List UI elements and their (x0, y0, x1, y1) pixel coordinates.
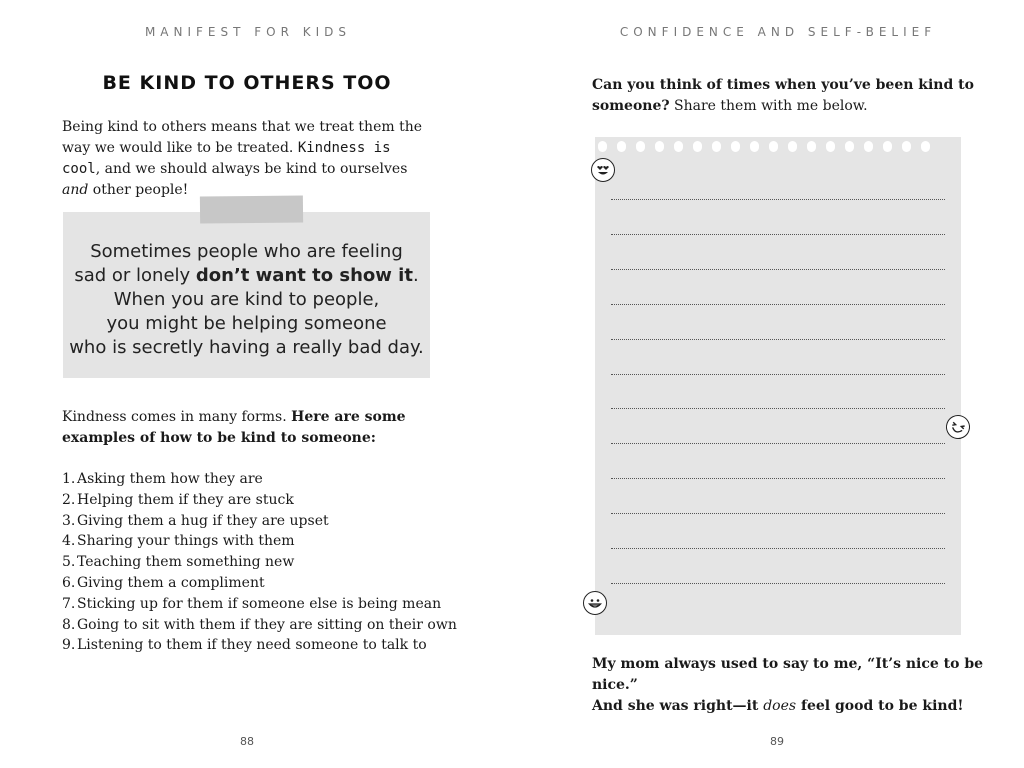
question-strong: Can you think of times when you’ve been kind to someone? (592, 77, 974, 114)
list-text: Sharing your things with them (77, 533, 295, 550)
running-head-left: MANIFEST FOR KIDS (144, 25, 352, 39)
list-text: Helping them if they are stuck (77, 491, 294, 508)
list-text: Listening to them if they need someone to talk to (77, 637, 427, 654)
list-number: 2. (62, 491, 76, 508)
intro-emphasis: Kindness is cool (62, 140, 391, 177)
intro-text-2: , and we should always be kind to ourselves (95, 161, 408, 177)
list-item (62, 615, 462, 636)
callout-line-3: When you are kind to people, (113, 289, 380, 310)
notepaper-hole (864, 141, 873, 152)
callout-emphasis: don’t want to show it (195, 265, 413, 286)
list-text: Sticking up for them if someone else is being mean (77, 595, 442, 612)
callout-line-2 (63, 264, 430, 288)
writing-line[interactable] (611, 304, 945, 305)
writing-line[interactable] (611, 443, 945, 444)
notepaper-hole (693, 141, 702, 152)
notepaper-hole (617, 141, 626, 152)
heart-eyes-emoji-icon (591, 158, 615, 182)
writing-line[interactable] (611, 234, 945, 235)
list-text: Teaching them something new (77, 554, 295, 571)
notepaper-hole (674, 141, 683, 152)
notepaper-hole (807, 141, 816, 152)
list-text: Giving them a hug if they are upset (77, 512, 329, 529)
closing-italic: does (763, 698, 797, 714)
list-item (62, 511, 462, 532)
writing-line[interactable] (611, 199, 945, 200)
list-item (62, 635, 462, 656)
page-number-left: 88 (240, 735, 254, 748)
kindness-list (62, 469, 462, 656)
list-number: 8. (62, 616, 76, 633)
callout-line-1: Sometimes people who are feeling (90, 241, 403, 262)
list-text: Giving them a compliment (77, 574, 265, 591)
notepaper-hole (712, 141, 721, 152)
callout-text (63, 240, 430, 360)
list-number: 9. (62, 637, 76, 654)
list-text: Asking them how they are (77, 471, 263, 487)
notepaper-hole (883, 141, 892, 152)
list-item (62, 594, 462, 615)
list-item (62, 531, 462, 552)
intro-paragraph (62, 117, 432, 201)
list-item (62, 573, 462, 594)
notepaper-holes (598, 141, 958, 153)
writing-line[interactable] (611, 408, 945, 409)
question-plain: Share them with me below. (674, 98, 868, 114)
list-item (62, 469, 462, 490)
question-paragraph (592, 75, 992, 117)
right-page (512, 0, 1024, 768)
intro-italic: and (62, 182, 89, 198)
writing-line[interactable] (611, 583, 945, 584)
notepaper-hole (655, 141, 664, 152)
list-number: 6. (62, 574, 76, 591)
writing-line[interactable] (611, 339, 945, 340)
closing-line-2 (592, 696, 992, 717)
writing-line[interactable] (611, 513, 945, 514)
callout-line-5: who is secretly having a really bad day. (69, 337, 424, 358)
notepaper-hole (731, 141, 740, 152)
notepaper-hole (921, 141, 930, 152)
closing-line-1: My mom always used to say to me, “It’s nice to be nice.” (592, 656, 984, 693)
writing-line[interactable] (611, 478, 945, 479)
notepaper (595, 137, 961, 635)
intro-text-3: other people! (88, 182, 189, 198)
forms-strong: Here are some examples of how to be kind to someone: (62, 409, 406, 446)
notepaper-hole (788, 141, 797, 152)
notepaper-hole (845, 141, 854, 152)
writing-line[interactable] (611, 269, 945, 270)
notepaper-hole (902, 141, 911, 152)
notepaper-hole (826, 141, 835, 152)
list-item (62, 552, 462, 573)
forms-plain: Kindness comes in many forms. (62, 409, 292, 425)
notepaper-hole (598, 141, 607, 152)
list-text: Going to sit with them if they are sitting on their own (77, 616, 457, 633)
list-number: 4. (62, 533, 76, 550)
writing-line[interactable] (611, 548, 945, 549)
section-heading: BE KIND TO OTHERS TOO (102, 72, 392, 94)
running-head-right: CONFIDENCE AND SELF-BELIEF (619, 25, 937, 39)
notepaper-hole (750, 141, 759, 152)
notepaper-hole (769, 141, 778, 152)
callout-line-4: you might be helping someone (106, 313, 387, 334)
list-number: 1. (62, 471, 76, 487)
callout-line-2a: sad or lonely (74, 265, 196, 286)
list-number: 7. (62, 595, 76, 612)
page-number-right: 89 (770, 735, 784, 748)
notepaper-hole (636, 141, 645, 152)
tape-strip (200, 195, 303, 223)
forms-paragraph (62, 407, 442, 449)
callout-line-2c: . (412, 265, 419, 286)
grinning-emoji-icon (583, 591, 607, 615)
closing-paragraph (592, 654, 992, 717)
writing-line[interactable] (611, 374, 945, 375)
intro-text-1: Being kind to others means that we treat them the way we would like to be treated. (62, 119, 423, 156)
closing-line-2b: feel good to be kind! (796, 698, 964, 714)
list-number: 5. (62, 554, 76, 571)
list-item (62, 490, 462, 511)
closing-line-2a: And she was right—it (592, 698, 764, 714)
list-number: 3. (62, 512, 76, 529)
